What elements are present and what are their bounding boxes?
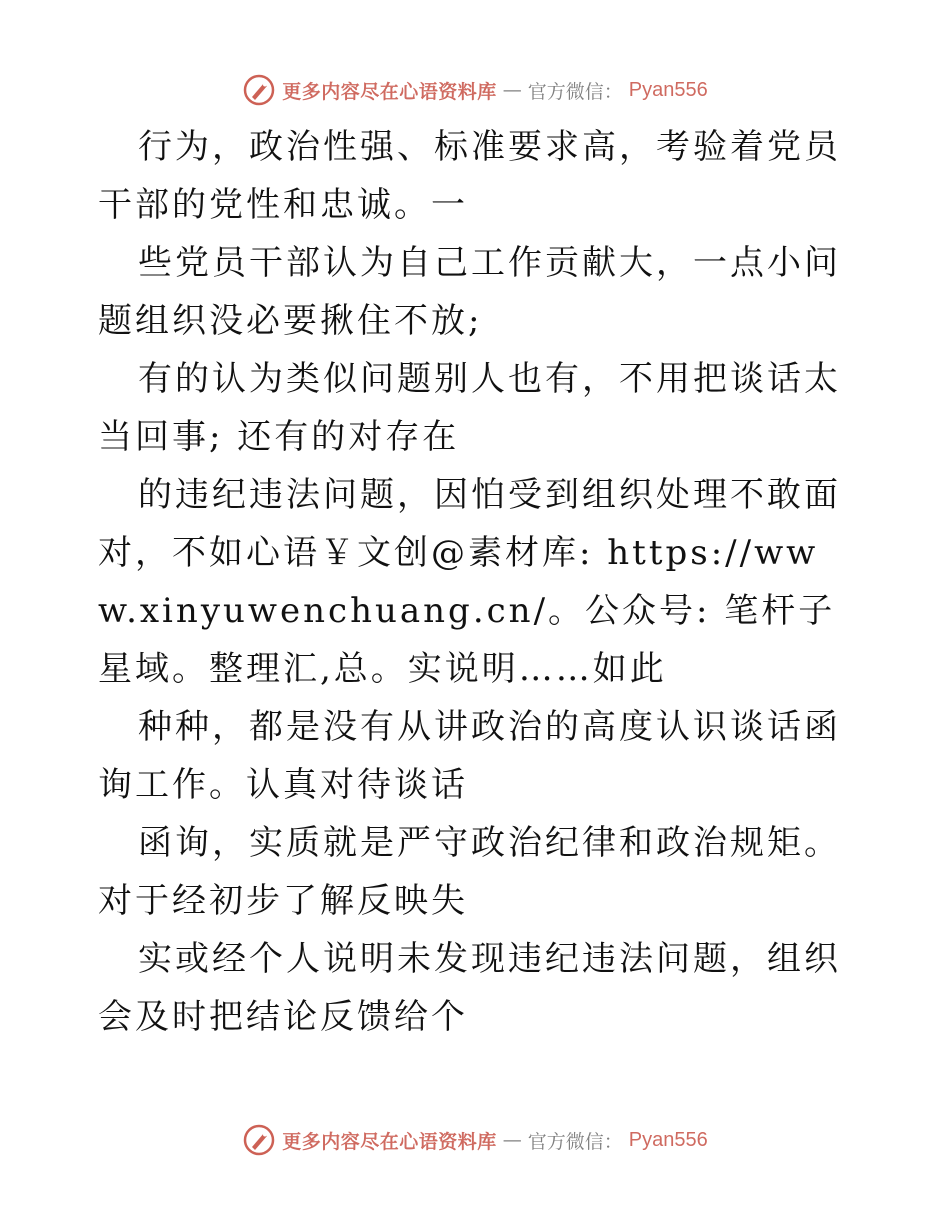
paragraph: 种种，都是没有从讲政治的高度认识谈话函询工作。认真对待谈话 [98,707,841,805]
paragraph: 的违纪违法问题，因怕受到组织处理不敢面对，不如心语￥文创@素材库: https://www.xinyuwenchuang.cn/。公众号: 笔杆子星域。整理汇,总。实说明……如此 [98,475,841,689]
footer-watermark [0,1122,950,1158]
paragraph: 实或经个人说明未发现违纪违法问题，组织会及时把结论反馈给个 [98,939,841,1037]
watermark-wechat-label: 官方微信： [527,1130,623,1153]
watermark-site-text: 更多内容尽在心语资料库 [282,1130,497,1153]
document-body [98,118,858,1046]
watermark-site-text: 更多内容尽在心语资料库 [282,80,497,103]
pen-nib-seal-icon [242,73,276,107]
watermark-dash: — [502,79,522,101]
paragraph: 函询，实质就是严守政治纪律和政治规矩。对于经初步了解反映失 [98,823,841,921]
watermark-wechat-id: Pyan556 [628,78,708,101]
pen-nib-seal-icon [242,1123,276,1157]
header-watermark [0,72,950,108]
paragraph: 行为，政治性强、标准要求高，考验着党员干部的党性和忠诚。一 [98,127,841,225]
paragraph: 有的认为类似问题别人也有，不用把谈话太当回事; 还有的对存在 [98,359,841,457]
watermark-dash: — [502,1129,522,1151]
paragraph: 些党员干部认为自己工作贡献大，一点小问题组织没必要揪住不放; [98,243,841,341]
watermark-wechat-label: 官方微信： [527,80,623,103]
watermark-wechat-id: Pyan556 [628,1128,708,1151]
